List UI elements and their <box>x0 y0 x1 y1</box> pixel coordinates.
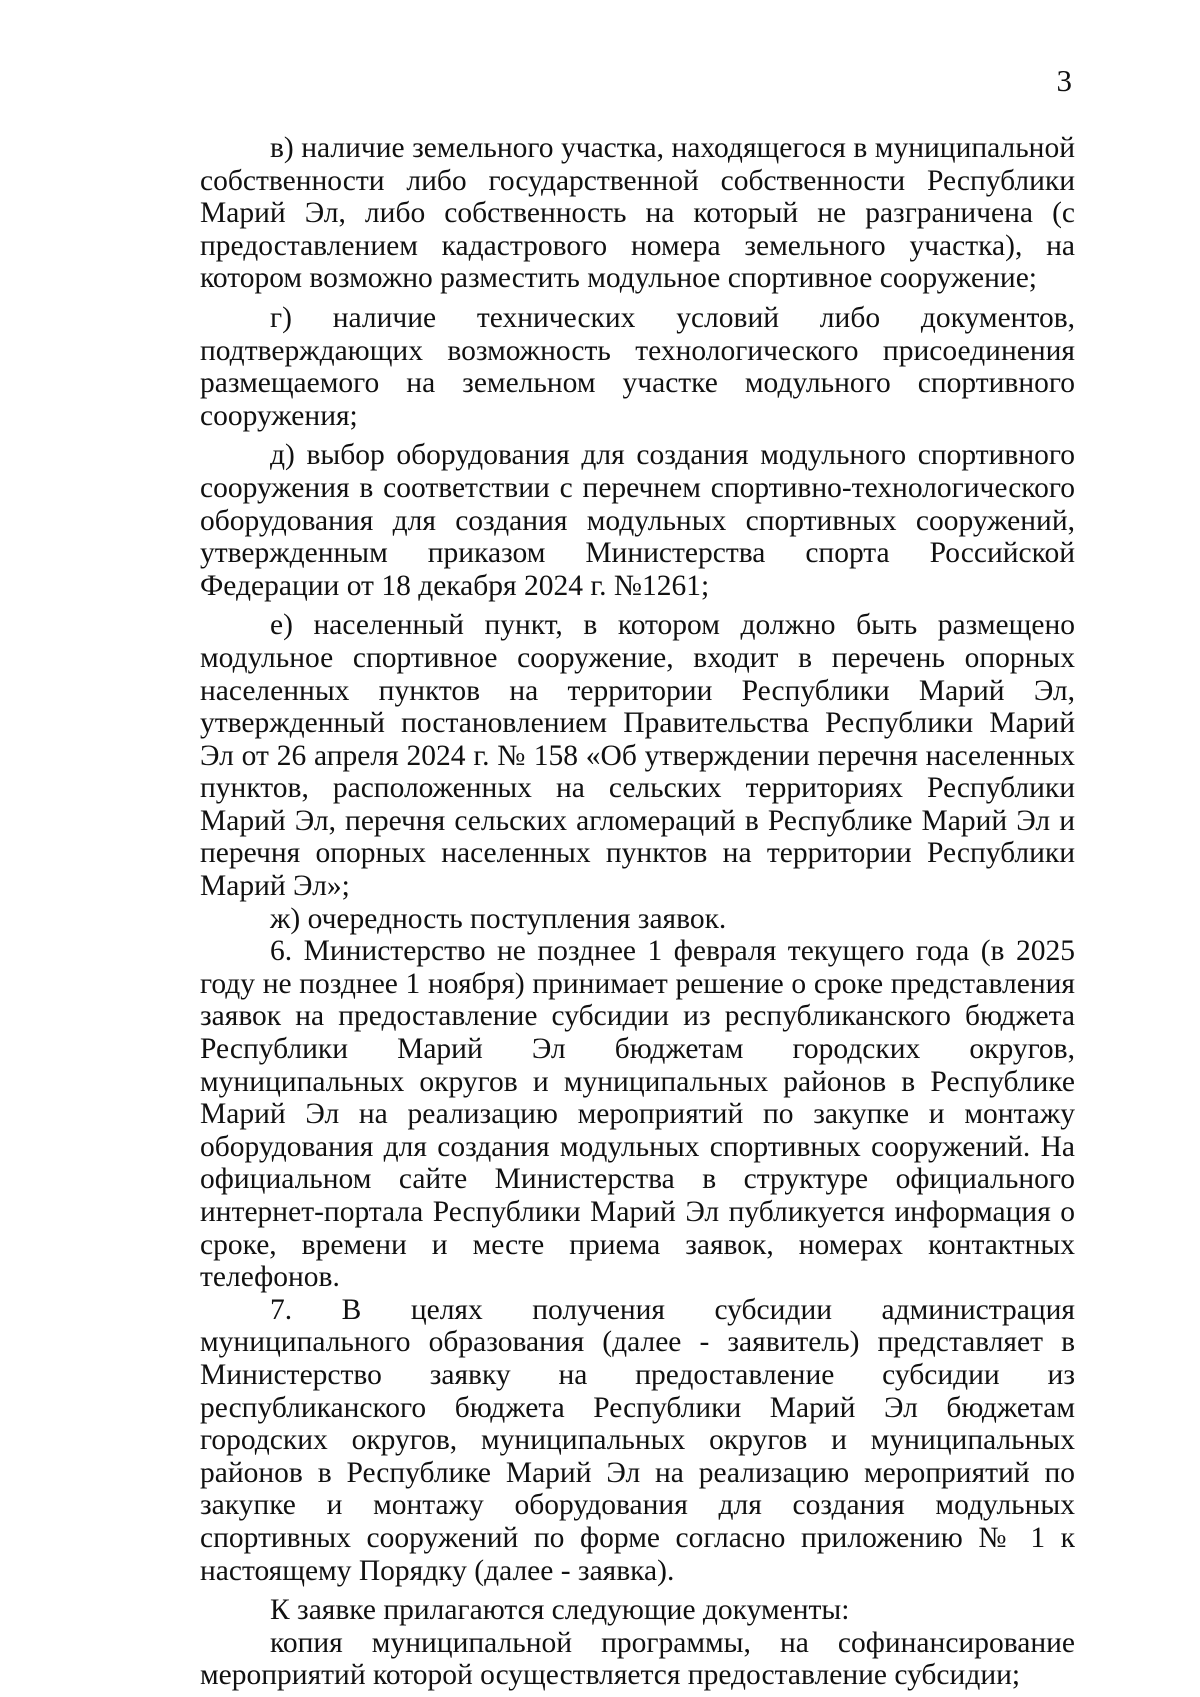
paragraph-item-e: е) населенный пункт, в котором должно быть размещено модульное спортивное сооружение, входит в перечень опорных населенных пунктов на территории Республики Марий Эл, утвержденный постановлением Правительства Республики Марий Эл от 26 апреля 2024 г. № 158 «Об утверждении перечня населенных пунктов, расположенных на сельских территориях Республики Марий Эл, перечня сельских агломераций в Республике Марий Эл и перечня опорных населенных пунктов на территории Республики Марий Эл»; <box>200 609 1075 903</box>
paragraph-item-g: г) наличие технических условий либо документов, подтверждающих возможность технологического присоединения размещаемого на земельном участке модульного спортивного сооружения; <box>200 301 1075 432</box>
paragraph-clause-7: 7. В целях получения субсидии администрация муниципального образования (далее - заявитель) представляет в Министерство заявку на предоставление субсидии из республиканского бюджета Республики Марий Эл бюджетам городских округов, муниципальных округов и муниципальных районов в Республике Марий Эл на реализацию мероприятий по закупке и монтажу оборудования для создания модульных спортивных сооружений по форме согласно приложению № 1 к настоящему Порядку (далее - заявка). <box>200 1293 1075 1587</box>
paragraph-item-d: д) выбор оборудования для создания модульного спортивного сооружения в соответствии с перечнем спортивно-технологического оборудования для создания модульных спортивных сооружений, утвержденным приказом Министерства спорта Российской Федерации от 18 декабря 2024 г. №1261; <box>200 439 1075 602</box>
paragraph-item-v: в) наличие земельного участка, находящегося в муниципальной собственности либо государственной собственности Республики Марий Эл, либо собственность на который не разграничена (с предоставлением кадастрового номера земельного участка), на котором возможно разместить модульное спортивное сооружение; <box>200 132 1075 295</box>
document-body <box>200 132 1075 1692</box>
paragraph-program-copy: копия муниципальной программы, на софинансирование мероприятий которой осуществляется предоставление субсидии; <box>200 1626 1075 1692</box>
paragraph-clause-6: 6. Министерство не позднее 1 февраля текущего года (в 2025 году не позднее 1 ноября) принимает решение о сроке представления заявок на предоставление субсидии из республиканского бюджета Республики Марий Эл бюджетам городских округов, муниципальных округов и муниципальных районов в Республике Марий Эл на реализацию мероприятий по закупке и монтажу оборудования для создания модульных спортивных сооружений. На официальном сайте Министерства в структуре официального интернет-портала Республики Марий Эл публикуется информация о сроке, времени и месте приема заявок, номерах контактных телефонов. <box>200 935 1075 1294</box>
paragraph-documents-intro: К заявке прилагаются следующие документы: <box>270 1594 850 1627</box>
page-number: 3 <box>1056 63 1072 98</box>
paragraph-item-zh: ж) очередность поступления заявок. <box>270 902 727 935</box>
